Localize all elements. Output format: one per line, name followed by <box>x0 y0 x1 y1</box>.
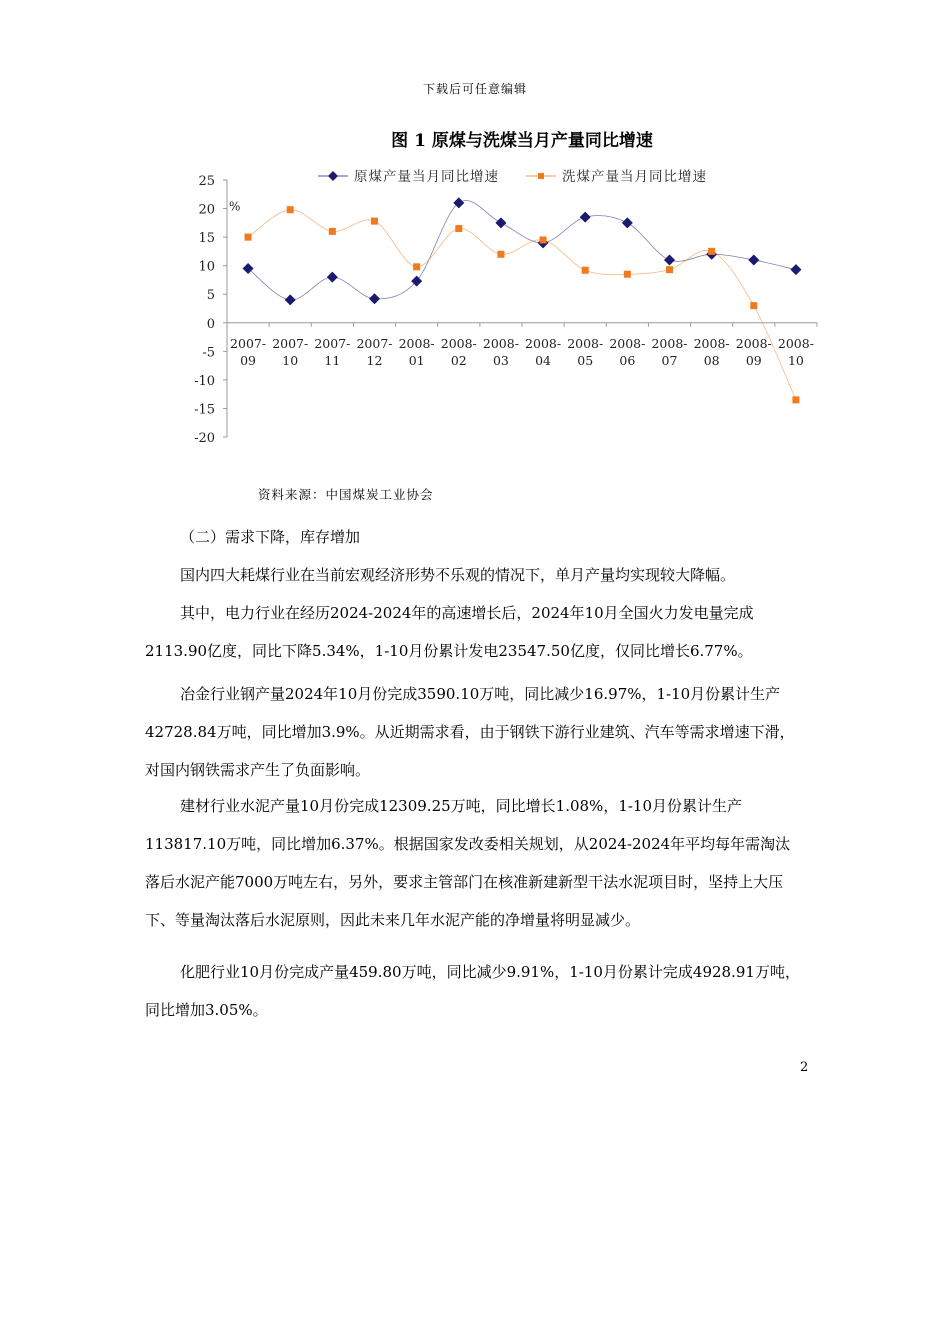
legend-label-1: 原煤产量当月同比增速 <box>354 169 499 185</box>
y-tick-label: 10 <box>198 259 215 275</box>
series-2-point <box>245 234 252 241</box>
series-1-point <box>369 293 380 304</box>
y-tick-label: -10 <box>194 373 215 389</box>
y-tick-label: 0 <box>206 316 215 332</box>
paragraph-4: 建材行业水泥产量10月份完成12309.25万吨，同比增长1.08%，1-10月份累计生产113817.10万吨，同比增加6.37%。根据国家发改委相关规划，从2024-2024年平均每年需淘汰落后水泥产能7000万吨左右，另外，要求主管部门在核准新建新型干法水泥项目时，坚持上大压下、等量淘汰落后水泥原则，因此未来几年水泥产能的净增量将明显减少。 <box>145 797 791 929</box>
x-tick-label: 2008-07 <box>651 335 688 368</box>
series-2-point <box>540 236 547 243</box>
x-tick-label: 2008-01 <box>398 335 435 368</box>
legend-label-2: 洗煤产量当月同比增速 <box>562 169 707 185</box>
series-1-point <box>285 294 296 305</box>
series-2-point <box>497 251 504 258</box>
x-tick-label: 2007-12 <box>356 335 393 368</box>
x-tick-label: 2008-05 <box>567 335 604 368</box>
section-heading: （二）需求下降，库存增加 <box>180 528 361 546</box>
series-1-point <box>748 254 759 265</box>
series-2-point <box>329 228 336 235</box>
series-1-point <box>790 264 801 275</box>
x-tick-label: 2007-10 <box>272 335 309 368</box>
y-tick-label: 5 <box>206 288 215 304</box>
series-2-point <box>666 266 673 273</box>
x-tick-label: 2007-09 <box>230 335 267 368</box>
x-tick-label: 2008-10 <box>777 335 814 368</box>
series-2-point <box>750 302 757 309</box>
y-unit-label: % <box>229 199 241 214</box>
page-number: 2 <box>800 1060 809 1075</box>
series-1-point <box>664 254 675 265</box>
series-1-point <box>495 217 506 228</box>
series-1-point <box>622 217 633 228</box>
line-chart <box>180 160 840 460</box>
figure-title: 图 1 原煤与洗煤当月产量同比增速 <box>391 131 653 151</box>
y-tick-label: 15 <box>198 231 215 247</box>
series-1-point <box>580 212 591 223</box>
paragraph-2: 其中，电力行业在经历2024-2024年的高速增长后，2024年10月全国火力发电量完成2113.90亿度，同比下降5.34%，1-10月份累计发电23547.50亿度，仅同比增长6.77%。 <box>145 604 754 660</box>
series-2-point <box>455 225 462 232</box>
y-tick-label: -20 <box>194 431 215 446</box>
legend-marker-2 <box>538 173 544 179</box>
x-tick-label: 2008-04 <box>525 335 562 368</box>
y-tick-label: -5 <box>202 345 215 361</box>
page-header: 下载后可任意编辑 <box>422 82 527 96</box>
legend-marker-1 <box>328 171 338 181</box>
figure-source: 资料来源：中国煤炭工业协会 <box>258 487 434 502</box>
series-2-point <box>413 263 420 270</box>
y-tick-label: -15 <box>194 402 215 418</box>
y-tick-label: 25 <box>198 174 215 189</box>
series-2-point <box>792 396 799 403</box>
x-tick-label: 2007-11 <box>314 335 351 368</box>
y-tick-label: 20 <box>198 202 215 218</box>
series-2-point <box>582 267 589 274</box>
x-tick-label: 2008-03 <box>482 335 519 368</box>
paragraph-5: 化肥行业10月份完成产量459.80万吨，同比减少9.91%，1-10月份累计完成4928.91万吨，同比增加3.05%。 <box>145 963 800 1019</box>
paragraph-3: 冶金行业钢产量2024年10月份完成3590.10万吨，同比减少16.97%，1-10月份累计生产42728.84万吨，同比增加3.9%。从近期需求看，由于钢铁下游行业建筑、汽车等需求增速下滑，对国内钢铁需求产生了负面影响。 <box>145 685 795 779</box>
x-tick-label: 2008-08 <box>693 335 730 368</box>
x-tick-label: 2008-09 <box>735 335 772 368</box>
series-2-point <box>624 271 631 278</box>
paragraph-1: 国内四大耗煤行业在当前宏观经济形势不乐观的情况下，单月产量均实现较大降幅。 <box>180 566 736 584</box>
series-1-point <box>327 272 338 283</box>
series-2-point <box>371 218 378 225</box>
series-line-2 <box>248 210 796 400</box>
series-2-point <box>287 206 294 213</box>
x-tick-label: 2008-06 <box>609 335 646 368</box>
x-tick-label: 2008-02 <box>440 335 477 368</box>
series-2-point <box>708 248 715 255</box>
